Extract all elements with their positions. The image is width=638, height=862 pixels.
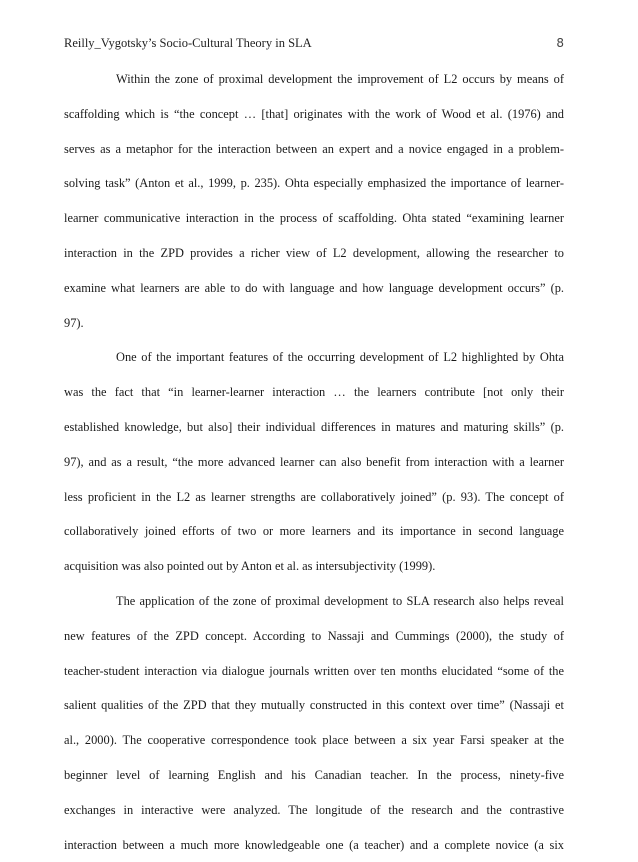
text-line: al., 2000). The cooperative correspondence took place between a six year Farsi speaker at the <box>64 733 564 748</box>
paragraph <box>64 62 564 340</box>
text-line: interaction between a much more knowledgeable one (a teacher) and a complete novice (a six <box>64 837 564 852</box>
text-line: teacher-student interaction via dialogue journals written over ten months elucidated “some of the <box>64 663 564 678</box>
page-number: 8 <box>556 36 564 50</box>
text-line: interaction in the ZPD provides a richer view of L2 development, allowing the researcher to <box>64 245 564 260</box>
body-text <box>64 62 564 862</box>
text-line: beginner level of learning English and his Canadian teacher. In the process, ninety-five <box>64 767 564 782</box>
text-line: One of the important features of the occurring development of L2 highlighted by Ohta <box>116 350 564 365</box>
text-line: exchanges in interactive were analyzed. The longitude of the research and the contrastive <box>64 802 564 817</box>
text-line: salient qualities of the ZPD that they mutually constructed in this context over time” (Nassaji et <box>64 698 564 713</box>
text-line: Within the zone of proximal development the improvement of L2 occurs by means of <box>116 72 564 86</box>
text-line: learner communicative interaction in the process of scaffolding. Ohta stated “examining learner <box>64 211 564 226</box>
text-line: scaffolding which is “the concept … [that] originates with the work of Wood et al. (1976) and <box>64 106 564 121</box>
text-line: less proficient in the L2 as learner strengths are collaboratively joined” (p. 93). The concept of <box>64 489 564 504</box>
text-line: The application of the zone of proximal development to SLA research also helps reveal <box>116 593 564 608</box>
running-head: Reilly_Vygotsky’s Socio-Cultural Theory in SLA <box>64 36 312 50</box>
text-line: established knowledge, but also] their individual differences in matures and maturing skills” (p. <box>64 419 564 434</box>
text-line: serves as a metaphor for the interaction between an expert and a novice engaged in a problem- <box>64 141 564 156</box>
text-line: acquisition was also pointed out by Anton et al. as intersubjectivity (1999). <box>64 559 436 574</box>
text-line: was the fact that “in learner-learner interaction … the learners contribute [not only their <box>64 385 564 400</box>
text-line: examine what learners are able to do with language and how language development occurs” (p. <box>64 280 564 295</box>
paragraph <box>64 340 564 584</box>
text-line: collaboratively joined efforts of two or more learners and its importance in second language <box>64 524 564 539</box>
text-line: new features of the ZPD concept. According to Nassaji and Cummings (2000), the study of <box>64 628 564 643</box>
text-line: solving task” (Anton et al., 1999, p. 235). Ohta especially emphasized the importance of learner- <box>64 176 564 191</box>
text-line: 97). <box>64 315 84 330</box>
text-line: 97), and as a result, “the more advanced learner can also benefit from interaction with a learner <box>64 454 564 469</box>
paragraph <box>64 584 564 862</box>
